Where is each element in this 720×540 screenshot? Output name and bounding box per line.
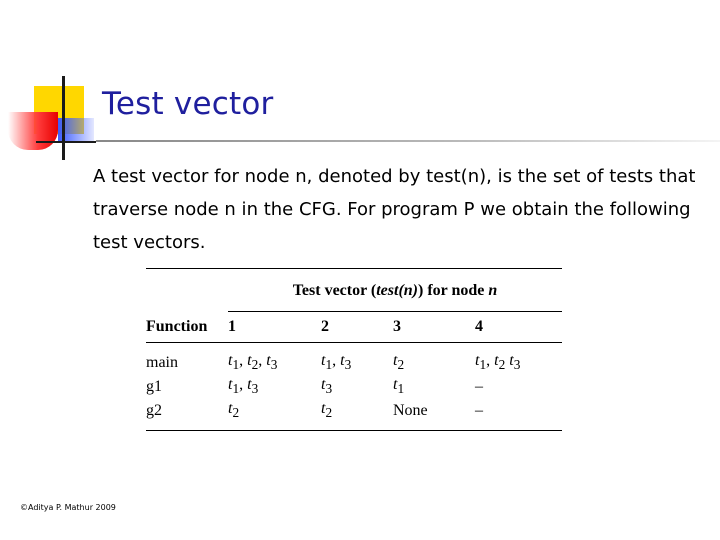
table-row [146, 375, 562, 399]
table-row [146, 343, 562, 375]
slide-logo-decoration [0, 0, 100, 170]
logo-red-shape [8, 112, 58, 150]
slide-title: Test vector [102, 86, 274, 122]
table-body [146, 343, 562, 430]
test-vector-cell: $t_2$ [321, 400, 333, 421]
table-row [146, 399, 562, 430]
test-vector-cell: – [475, 378, 483, 396]
function-name-cell: g1 [146, 378, 162, 396]
column-header: Function [146, 318, 208, 335]
function-name-cell: main [146, 354, 178, 372]
slide-footer: ©Aditya P. Mathur 2009 [20, 503, 116, 512]
function-name-cell: g2 [146, 402, 162, 420]
test-vector-cell: – [475, 402, 483, 420]
test-vector-cell: $t_1$ [393, 376, 405, 397]
test-vector-cell: $t_1$, $t_2$ $t_3$ [475, 352, 521, 373]
test-vector-cell: $t_1$, $t_3$ [228, 376, 259, 397]
column-header: 2 [321, 318, 329, 335]
test-vector-cell: $t_3$ [321, 376, 333, 397]
column-header: 4 [475, 318, 483, 335]
table-column-header-row [146, 312, 562, 343]
title-underline [96, 140, 720, 142]
test-vector-cell: $t_1$, $t_2$, $t_3$ [228, 352, 278, 373]
test-vector-cell: $t_2$ [393, 352, 405, 373]
slide-body-text: A test vector for node n, denoted by test(n), is the set of tests that traverse node n in the CFG. For program P we obtain the following test vectors. [93, 166, 696, 253]
table-group-header: Test vector (test(n)) for node n [292, 282, 498, 299]
logo-horizontal-line [36, 141, 96, 143]
test-vector-cell: $t_2$ [228, 400, 240, 421]
column-header: 1 [228, 318, 236, 335]
test-vector-table [146, 268, 562, 431]
column-header: 3 [393, 318, 401, 335]
logo-vertical-line [62, 76, 65, 160]
table-group-header-row [146, 269, 562, 312]
test-vector-cell: $t_1$, $t_3$ [321, 352, 352, 373]
test-vector-cell: None [393, 402, 428, 420]
